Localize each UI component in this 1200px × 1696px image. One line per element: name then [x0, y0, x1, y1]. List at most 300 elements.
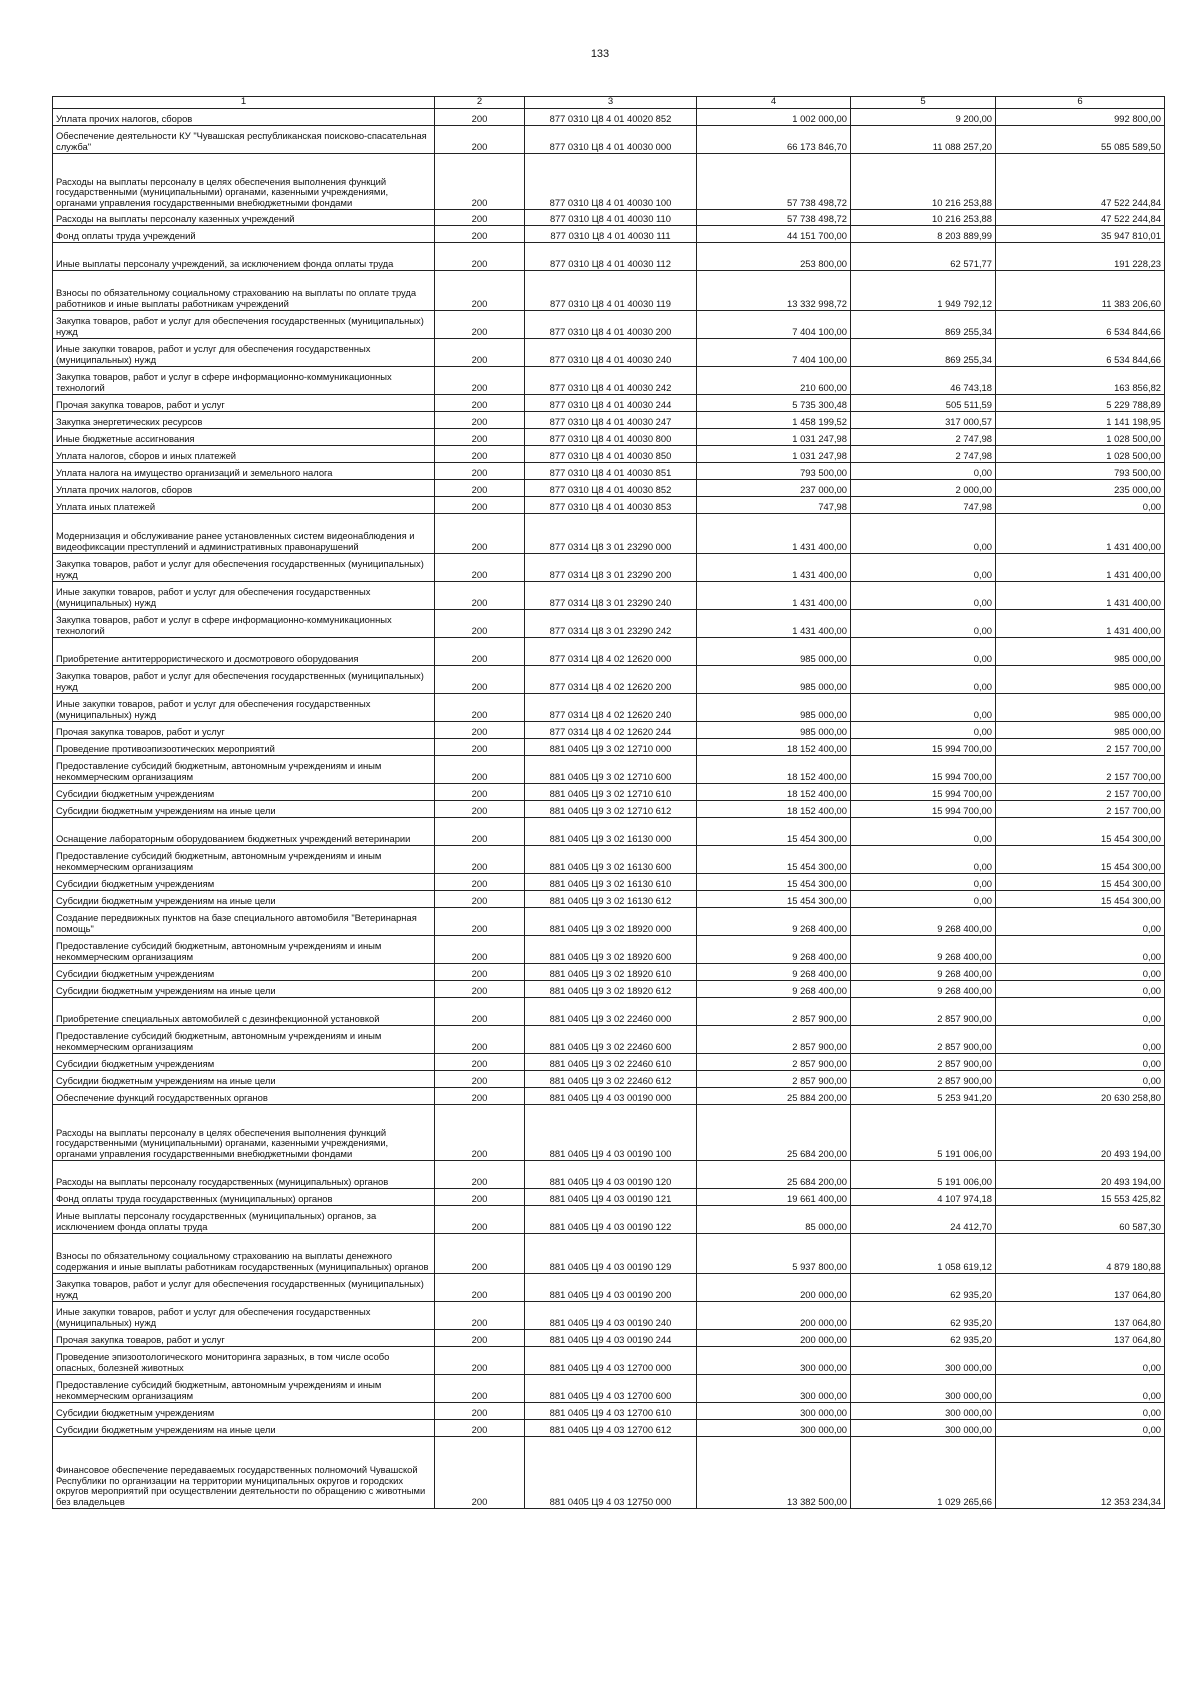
row-name: Прочая закупка товаров, работ и услуг — [53, 395, 435, 412]
table-row — [53, 1437, 1165, 1509]
table-row — [53, 311, 1165, 339]
row-classification: 877 0310 Ц8 4 01 40030 800 — [525, 429, 697, 446]
row-name: Расходы на выплаты персоналу казенных учреждений — [53, 210, 435, 226]
row-code: 200 — [435, 109, 525, 126]
row-executed-amount: 46 743,18 — [851, 367, 996, 395]
table-row — [53, 1302, 1165, 1330]
row-classification: 877 0310 Ц8 4 01 40020 852 — [525, 109, 697, 126]
table-row — [53, 582, 1165, 610]
row-executed-amount: 2 747,98 — [851, 446, 996, 463]
row-name: Иные выплаты персоналу учреждений, за исключением фонда оплаты труда — [53, 243, 435, 271]
table-row — [53, 514, 1165, 554]
row-unexecuted-amount: 4 879 180,88 — [996, 1234, 1165, 1274]
row-name: Взносы по обязательному социальному страхованию на выплаты денежного содержания и иные выплаты работникам государственных (муниципальных) органов — [53, 1234, 435, 1274]
row-executed-amount: 0,00 — [851, 554, 996, 582]
row-code: 200 — [435, 582, 525, 610]
row-code: 200 — [435, 1054, 525, 1071]
row-classification: 881 0405 Ц9 3 02 16130 612 — [525, 891, 697, 908]
row-executed-amount: 5 191 006,00 — [851, 1105, 996, 1161]
row-code: 200 — [435, 1161, 525, 1189]
row-approved-amount: 2 857 900,00 — [697, 998, 851, 1026]
row-approved-amount: 85 000,00 — [697, 1206, 851, 1234]
row-executed-amount: 9 268 400,00 — [851, 964, 996, 981]
row-name: Проведение противоэпизоотических мероприятий — [53, 739, 435, 756]
row-code: 200 — [435, 154, 525, 210]
row-code: 200 — [435, 936, 525, 964]
row-executed-amount: 0,00 — [851, 638, 996, 666]
table-row — [53, 480, 1165, 497]
row-classification: 881 0405 Ц9 4 03 00190 240 — [525, 1302, 697, 1330]
row-name: Предоставление субсидий бюджетным, автономным учреждениям и иным некоммерческим организациям — [53, 1375, 435, 1403]
row-code: 200 — [435, 311, 525, 339]
row-classification: 881 0405 Ц9 3 02 12710 610 — [525, 784, 697, 801]
row-code: 200 — [435, 480, 525, 497]
row-code: 200 — [435, 818, 525, 846]
table-row — [53, 395, 1165, 412]
row-code: 200 — [435, 1420, 525, 1437]
row-name: Иные закупки товаров, работ и услуг для обеспечения государственных (муниципальных) нужд — [53, 1302, 435, 1330]
row-approved-amount: 1 458 199,52 — [697, 412, 851, 429]
row-executed-amount: 300 000,00 — [851, 1420, 996, 1437]
row-executed-amount: 11 088 257,20 — [851, 126, 996, 154]
row-approved-amount: 985 000,00 — [697, 638, 851, 666]
row-code: 200 — [435, 1302, 525, 1330]
column-header-4: 4 — [697, 97, 851, 109]
row-code: 200 — [435, 429, 525, 446]
row-unexecuted-amount: 60 587,30 — [996, 1206, 1165, 1234]
row-name: Субсидии бюджетным учреждениям на иные цели — [53, 1071, 435, 1088]
row-approved-amount: 253 800,00 — [697, 243, 851, 271]
row-executed-amount: 9 268 400,00 — [851, 981, 996, 998]
row-approved-amount: 15 454 300,00 — [697, 818, 851, 846]
row-unexecuted-amount: 15 454 300,00 — [996, 874, 1165, 891]
row-unexecuted-amount: 5 229 788,89 — [996, 395, 1165, 412]
row-executed-amount: 62 935,20 — [851, 1302, 996, 1330]
row-executed-amount: 0,00 — [851, 610, 996, 638]
row-unexecuted-amount: 2 157 700,00 — [996, 784, 1165, 801]
table-row — [53, 638, 1165, 666]
table-row — [53, 818, 1165, 846]
row-unexecuted-amount: 20 493 194,00 — [996, 1105, 1165, 1161]
table-row — [53, 1403, 1165, 1420]
page-number: 133 — [590, 48, 610, 60]
row-unexecuted-amount: 12 353 234,34 — [996, 1437, 1165, 1509]
row-approved-amount: 25 884 200,00 — [697, 1088, 851, 1105]
row-executed-amount: 15 994 700,00 — [851, 801, 996, 818]
row-code: 200 — [435, 666, 525, 694]
row-classification: 877 0310 Ц8 4 01 40030 119 — [525, 271, 697, 311]
table-row — [53, 846, 1165, 874]
row-unexecuted-amount: 1 141 198,95 — [996, 412, 1165, 429]
row-approved-amount: 18 152 400,00 — [697, 801, 851, 818]
table-row — [53, 998, 1165, 1026]
table-row — [53, 412, 1165, 429]
row-executed-amount: 10 216 253,88 — [851, 154, 996, 210]
row-name: Субсидии бюджетным учреждениям на иные цели — [53, 801, 435, 818]
row-approved-amount: 9 268 400,00 — [697, 936, 851, 964]
row-code: 200 — [435, 1105, 525, 1161]
row-executed-amount: 0,00 — [851, 514, 996, 554]
row-classification: 877 0314 Ц8 3 01 23290 000 — [525, 514, 697, 554]
row-code: 200 — [435, 722, 525, 739]
row-executed-amount: 15 994 700,00 — [851, 756, 996, 784]
row-unexecuted-amount: 0,00 — [996, 1375, 1165, 1403]
row-approved-amount: 66 173 846,70 — [697, 126, 851, 154]
row-classification: 881 0405 Ц9 3 02 22460 612 — [525, 1071, 697, 1088]
table-row — [53, 801, 1165, 818]
row-unexecuted-amount: 0,00 — [996, 936, 1165, 964]
row-approved-amount: 747,98 — [697, 497, 851, 514]
row-approved-amount: 1 431 400,00 — [697, 582, 851, 610]
row-executed-amount: 2 000,00 — [851, 480, 996, 497]
row-unexecuted-amount: 15 454 300,00 — [996, 846, 1165, 874]
row-classification: 881 0405 Ц9 4 03 00190 100 — [525, 1105, 697, 1161]
row-executed-amount: 1 058 619,12 — [851, 1234, 996, 1274]
row-approved-amount: 200 000,00 — [697, 1330, 851, 1347]
row-unexecuted-amount: 191 228,23 — [996, 243, 1165, 271]
row-unexecuted-amount: 2 157 700,00 — [996, 739, 1165, 756]
row-name: Уплата прочих налогов, сборов — [53, 109, 435, 126]
row-executed-amount: 0,00 — [851, 463, 996, 480]
row-approved-amount: 18 152 400,00 — [697, 739, 851, 756]
row-executed-amount: 0,00 — [851, 846, 996, 874]
row-name: Закупка товаров, работ и услуг для обеспечения государственных (муниципальных) нужд — [53, 1274, 435, 1302]
row-classification: 877 0310 Ц8 4 01 40030 851 — [525, 463, 697, 480]
row-approved-amount: 5 735 300,48 — [697, 395, 851, 412]
row-code: 200 — [435, 1437, 525, 1509]
row-classification: 881 0405 Ц9 3 02 18920 000 — [525, 908, 697, 936]
row-executed-amount: 0,00 — [851, 666, 996, 694]
row-classification: 881 0405 Ц9 3 02 18920 610 — [525, 964, 697, 981]
row-unexecuted-amount: 0,00 — [996, 1054, 1165, 1071]
table-row — [53, 126, 1165, 154]
row-approved-amount: 985 000,00 — [697, 666, 851, 694]
row-code: 200 — [435, 1375, 525, 1403]
table-row — [53, 210, 1165, 226]
row-classification: 881 0405 Ц9 3 02 22460 000 — [525, 998, 697, 1026]
table-row — [53, 981, 1165, 998]
row-unexecuted-amount: 0,00 — [996, 497, 1165, 514]
column-header-3: 3 — [525, 97, 697, 109]
table-row — [53, 429, 1165, 446]
row-executed-amount: 9 200,00 — [851, 109, 996, 126]
row-code: 200 — [435, 1274, 525, 1302]
row-approved-amount: 15 454 300,00 — [697, 891, 851, 908]
row-classification: 877 0310 Ц8 4 01 40030 247 — [525, 412, 697, 429]
row-classification: 877 0310 Ц8 4 01 40030 200 — [525, 311, 697, 339]
row-code: 200 — [435, 964, 525, 981]
row-executed-amount: 505 511,59 — [851, 395, 996, 412]
row-executed-amount: 0,00 — [851, 818, 996, 846]
table-row — [53, 756, 1165, 784]
row-executed-amount: 5 191 006,00 — [851, 1161, 996, 1189]
row-code: 200 — [435, 243, 525, 271]
table-row — [53, 1234, 1165, 1274]
row-executed-amount: 317 000,57 — [851, 412, 996, 429]
row-unexecuted-amount: 235 000,00 — [996, 480, 1165, 497]
row-classification: 877 0310 Ц8 4 01 40030 000 — [525, 126, 697, 154]
table-row — [53, 1026, 1165, 1054]
row-unexecuted-amount: 992 800,00 — [996, 109, 1165, 126]
table-row — [53, 739, 1165, 756]
row-code: 200 — [435, 908, 525, 936]
row-approved-amount: 1 431 400,00 — [697, 610, 851, 638]
row-approved-amount: 1 431 400,00 — [697, 514, 851, 554]
row-approved-amount: 2 857 900,00 — [697, 1054, 851, 1071]
column-header-6: 6 — [996, 97, 1165, 109]
row-unexecuted-amount: 137 064,80 — [996, 1274, 1165, 1302]
row-approved-amount: 15 454 300,00 — [697, 846, 851, 874]
row-code: 200 — [435, 739, 525, 756]
table-row — [53, 1274, 1165, 1302]
row-approved-amount: 2 857 900,00 — [697, 1026, 851, 1054]
row-unexecuted-amount: 47 522 244,84 — [996, 210, 1165, 226]
row-executed-amount: 1 949 792,12 — [851, 271, 996, 311]
row-executed-amount: 8 203 889,99 — [851, 226, 996, 243]
row-unexecuted-amount: 1 028 500,00 — [996, 446, 1165, 463]
column-header-2: 2 — [435, 97, 525, 109]
row-executed-amount: 0,00 — [851, 891, 996, 908]
row-executed-amount: 9 268 400,00 — [851, 908, 996, 936]
row-approved-amount: 300 000,00 — [697, 1375, 851, 1403]
row-code: 200 — [435, 801, 525, 818]
row-name: Иные выплаты персоналу государственных (муниципальных) органов, за исключением фонда оплаты труда — [53, 1206, 435, 1234]
row-classification: 877 0310 Ц8 4 01 40030 240 — [525, 339, 697, 367]
row-unexecuted-amount: 137 064,80 — [996, 1330, 1165, 1347]
row-code: 200 — [435, 846, 525, 874]
row-name: Иные закупки товаров, работ и услуг для обеспечения государственных (муниципальных) нужд — [53, 339, 435, 367]
row-executed-amount: 24 412,70 — [851, 1206, 996, 1234]
row-approved-amount: 19 661 400,00 — [697, 1189, 851, 1206]
table-row — [53, 1206, 1165, 1234]
row-approved-amount: 9 268 400,00 — [697, 981, 851, 998]
table-row — [53, 243, 1165, 271]
row-approved-amount: 1 031 247,98 — [697, 429, 851, 446]
row-name: Взносы по обязательному социальному страхованию на выплаты по оплате труда работников и иные выплаты работникам учреждений — [53, 271, 435, 311]
row-classification: 877 0310 Ц8 4 01 40030 244 — [525, 395, 697, 412]
row-approved-amount: 1 431 400,00 — [697, 554, 851, 582]
row-classification: 881 0405 Ц9 4 03 00190 000 — [525, 1088, 697, 1105]
row-name: Расходы на выплаты персоналу государственных (муниципальных) органов — [53, 1161, 435, 1189]
row-unexecuted-amount: 55 085 589,50 — [996, 126, 1165, 154]
row-executed-amount: 62 571,77 — [851, 243, 996, 271]
row-approved-amount: 1 031 247,98 — [697, 446, 851, 463]
table-row — [53, 1420, 1165, 1437]
row-approved-amount: 210 600,00 — [697, 367, 851, 395]
row-classification: 877 0310 Ц8 4 01 40030 242 — [525, 367, 697, 395]
column-header-5: 5 — [851, 97, 996, 109]
row-classification: 881 0405 Ц9 4 03 00190 244 — [525, 1330, 697, 1347]
row-code: 200 — [435, 1234, 525, 1274]
row-name: Финансовое обеспечение передаваемых государственных полномочий Чувашской Республики по организации на территории муниципальных округов и городских округов мероприятий при осуществлении деятельности по обращению с животными без владельцев — [53, 1437, 435, 1509]
row-name: Предоставление субсидий бюджетным, автономным учреждениям и иным некоммерческим организациям — [53, 936, 435, 964]
table-row — [53, 891, 1165, 908]
row-executed-amount: 62 935,20 — [851, 1330, 996, 1347]
row-code: 200 — [435, 1347, 525, 1375]
table-row — [53, 154, 1165, 210]
row-name: Прочая закупка товаров, работ и услуг — [53, 1330, 435, 1347]
row-code: 200 — [435, 367, 525, 395]
row-code: 200 — [435, 784, 525, 801]
row-executed-amount: 869 255,34 — [851, 339, 996, 367]
row-approved-amount: 2 857 900,00 — [697, 1071, 851, 1088]
row-executed-amount: 2 857 900,00 — [851, 998, 996, 1026]
row-approved-amount: 9 268 400,00 — [697, 908, 851, 936]
row-executed-amount: 2 857 900,00 — [851, 1071, 996, 1088]
row-code: 200 — [435, 463, 525, 480]
row-code: 200 — [435, 1026, 525, 1054]
row-code: 200 — [435, 514, 525, 554]
row-classification: 881 0405 Ц9 4 03 00190 200 — [525, 1274, 697, 1302]
row-executed-amount: 9 268 400,00 — [851, 936, 996, 964]
table-row — [53, 964, 1165, 981]
row-name: Субсидии бюджетным учреждениям на иные цели — [53, 891, 435, 908]
table-row — [53, 722, 1165, 739]
row-code: 200 — [435, 694, 525, 722]
row-name: Предоставление субсидий бюджетным, автономным учреждениям и иным некоммерческим организациям — [53, 846, 435, 874]
row-name: Прочая закупка товаров, работ и услуг — [53, 722, 435, 739]
table-row — [53, 610, 1165, 638]
row-classification: 881 0405 Ц9 4 03 12700 600 — [525, 1375, 697, 1403]
row-name: Закупка товаров, работ и услуг для обеспечения государственных (муниципальных) нужд — [53, 311, 435, 339]
row-executed-amount: 300 000,00 — [851, 1375, 996, 1403]
row-unexecuted-amount: 2 157 700,00 — [996, 801, 1165, 818]
row-classification: 877 0314 Ц8 4 02 12620 200 — [525, 666, 697, 694]
row-name: Обеспечение функций государственных органов — [53, 1088, 435, 1105]
row-code: 200 — [435, 497, 525, 514]
row-unexecuted-amount: 2 157 700,00 — [996, 756, 1165, 784]
row-executed-amount: 2 857 900,00 — [851, 1054, 996, 1071]
row-code: 200 — [435, 126, 525, 154]
row-code: 200 — [435, 756, 525, 784]
row-name: Обеспечение деятельности КУ "Чувашская республиканская поисково-спасательная служба" — [53, 126, 435, 154]
row-name: Уплата налогов, сборов и иных платежей — [53, 446, 435, 463]
row-unexecuted-amount: 15 454 300,00 — [996, 818, 1165, 846]
row-approved-amount: 18 152 400,00 — [697, 756, 851, 784]
row-name: Иные закупки товаров, работ и услуг для обеспечения государственных (муниципальных) нужд — [53, 694, 435, 722]
row-classification: 877 0310 Ц8 4 01 40030 100 — [525, 154, 697, 210]
row-name: Закупка товаров, работ и услуг в сфере информационно-коммуникационных технологий — [53, 610, 435, 638]
row-code: 200 — [435, 638, 525, 666]
row-approved-amount: 7 404 100,00 — [697, 339, 851, 367]
row-unexecuted-amount: 35 947 810,01 — [996, 226, 1165, 243]
row-unexecuted-amount: 15 454 300,00 — [996, 891, 1165, 908]
row-unexecuted-amount: 0,00 — [996, 998, 1165, 1026]
row-unexecuted-amount: 137 064,80 — [996, 1302, 1165, 1330]
row-classification: 881 0405 Ц9 3 02 16130 600 — [525, 846, 697, 874]
row-unexecuted-amount: 47 522 244,84 — [996, 154, 1165, 210]
row-code: 200 — [435, 395, 525, 412]
row-approved-amount: 57 738 498,72 — [697, 210, 851, 226]
row-unexecuted-amount: 15 553 425,82 — [996, 1189, 1165, 1206]
row-executed-amount: 2 857 900,00 — [851, 1026, 996, 1054]
row-executed-amount: 1 029 265,66 — [851, 1437, 996, 1509]
row-classification: 881 0405 Ц9 4 03 12750 000 — [525, 1437, 697, 1509]
row-executed-amount: 15 994 700,00 — [851, 739, 996, 756]
row-unexecuted-amount: 793 500,00 — [996, 463, 1165, 480]
row-classification: 877 0310 Ц8 4 01 40030 110 — [525, 210, 697, 226]
row-code: 200 — [435, 1189, 525, 1206]
row-approved-amount: 793 500,00 — [697, 463, 851, 480]
row-unexecuted-amount: 0,00 — [996, 981, 1165, 998]
row-code: 200 — [435, 610, 525, 638]
table-row — [53, 109, 1165, 126]
row-code: 200 — [435, 874, 525, 891]
table-row — [53, 908, 1165, 936]
row-code: 200 — [435, 446, 525, 463]
table-row — [53, 1054, 1165, 1071]
row-name: Закупка товаров, работ и услуг для обеспечения государственных (муниципальных) нужд — [53, 554, 435, 582]
row-executed-amount: 869 255,34 — [851, 311, 996, 339]
table-body — [53, 109, 1165, 1509]
row-executed-amount: 15 994 700,00 — [851, 784, 996, 801]
row-classification: 881 0405 Ц9 4 03 00190 129 — [525, 1234, 697, 1274]
row-executed-amount: 300 000,00 — [851, 1347, 996, 1375]
table-row — [53, 1071, 1165, 1088]
table-row — [53, 784, 1165, 801]
row-unexecuted-amount: 0,00 — [996, 964, 1165, 981]
row-executed-amount: 62 935,20 — [851, 1274, 996, 1302]
table-row — [53, 463, 1165, 480]
row-name: Субсидии бюджетным учреждениям — [53, 784, 435, 801]
row-classification: 877 0314 Ц8 3 01 23290 240 — [525, 582, 697, 610]
table-row — [53, 1375, 1165, 1403]
row-classification: 877 0310 Ц8 4 01 40030 111 — [525, 226, 697, 243]
table-row — [53, 874, 1165, 891]
row-classification: 877 0310 Ц8 4 01 40030 853 — [525, 497, 697, 514]
row-unexecuted-amount: 0,00 — [996, 1403, 1165, 1420]
row-executed-amount: 4 107 974,18 — [851, 1189, 996, 1206]
row-approved-amount: 7 404 100,00 — [697, 311, 851, 339]
row-name: Предоставление субсидий бюджетным, автономным учреждениям и иным некоммерческим организациям — [53, 756, 435, 784]
table-row — [53, 554, 1165, 582]
row-unexecuted-amount: 1 028 500,00 — [996, 429, 1165, 446]
row-approved-amount: 13 382 500,00 — [697, 1437, 851, 1509]
row-name: Приобретение специальных автомобилей с дезинфекционной установкой — [53, 998, 435, 1026]
row-approved-amount: 200 000,00 — [697, 1274, 851, 1302]
row-approved-amount: 300 000,00 — [697, 1403, 851, 1420]
row-code: 200 — [435, 981, 525, 998]
row-executed-amount: 0,00 — [851, 722, 996, 739]
row-classification: 881 0405 Ц9 3 02 18920 600 — [525, 936, 697, 964]
table-row — [53, 367, 1165, 395]
table-row — [53, 1161, 1165, 1189]
table-row — [53, 694, 1165, 722]
table-row — [53, 446, 1165, 463]
row-approved-amount: 300 000,00 — [697, 1420, 851, 1437]
row-classification: 877 0314 Ц8 4 02 12620 000 — [525, 638, 697, 666]
row-executed-amount: 5 253 941,20 — [851, 1088, 996, 1105]
table-row — [53, 666, 1165, 694]
row-name: Модернизация и обслуживание ранее установленных систем видеонаблюдения и видеофиксации преступлений и административных правонарушений — [53, 514, 435, 554]
row-name: Уплата иных платежей — [53, 497, 435, 514]
row-executed-amount: 0,00 — [851, 874, 996, 891]
row-classification: 881 0405 Ц9 3 02 12710 612 — [525, 801, 697, 818]
row-approved-amount: 985 000,00 — [697, 694, 851, 722]
row-unexecuted-amount: 1 431 400,00 — [996, 582, 1165, 610]
row-code: 200 — [435, 1330, 525, 1347]
row-classification: 881 0405 Ц9 3 02 16130 610 — [525, 874, 697, 891]
row-classification: 877 0314 Ц8 3 01 23290 242 — [525, 610, 697, 638]
row-unexecuted-amount: 985 000,00 — [996, 694, 1165, 722]
row-classification: 877 0310 Ц8 4 01 40030 112 — [525, 243, 697, 271]
table-row — [53, 226, 1165, 243]
row-classification: 881 0405 Ц9 3 02 12710 000 — [525, 739, 697, 756]
row-name: Приобретение антитеррористического и досмотрового оборудования — [53, 638, 435, 666]
row-name: Расходы на выплаты персоналу в целях обеспечения выполнения функций государственными (муниципальными) органами, казенными учреждениями, органами управления государственными внебюджетными фондами — [53, 1105, 435, 1161]
row-classification: 877 0314 Ц8 4 02 12620 244 — [525, 722, 697, 739]
row-name: Субсидии бюджетным учреждениям на иные цели — [53, 1420, 435, 1437]
